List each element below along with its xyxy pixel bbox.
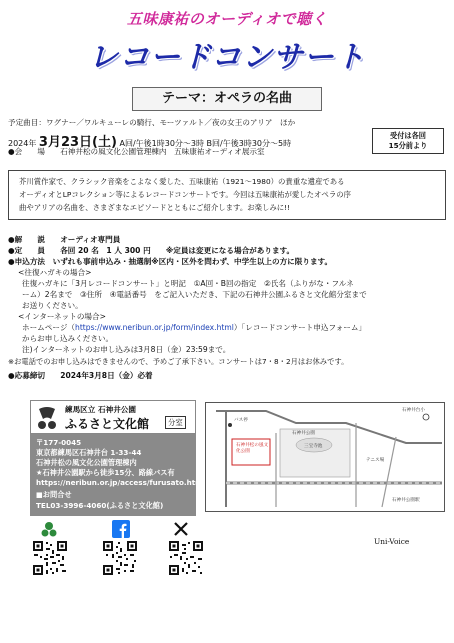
facility-logo [35,405,59,431]
access-note: ★石神井公園駅から徒歩15分、路線バス有 [36,468,175,477]
internet-text-a: ホームページ（ [22,323,76,332]
internet-heading: <インターネットの場合> [18,312,106,321]
map-label-school: 石神井台小 [402,408,425,413]
capacity-line: ●定 員 各回 20 名 1 人 300 円 ※定員は変更になる場合があります。 [8,246,295,255]
map-label-pond: 三宝寺池 [304,444,323,449]
reception-note-line1: 受付は各回 [390,131,426,140]
description-line: 曲やアリアの名曲を、さまざまなエピソードとともにご紹介します。お楽しみに!! [19,203,291,212]
map-label-station: 石神井公園駅 [392,498,420,503]
internet-text: からお申し込みください。 [22,334,114,343]
qr-code[interactable] [102,540,138,576]
event-date: 3月23日(土) [38,135,117,150]
apply-method-line: ●申込方法 いずれも事前申込み・抽選制※区内・区外を問わず、中学生以上の方に限ります。 [8,257,333,266]
facility-panel [30,400,206,516]
theme-box: テーマ：オペラの名曲 [132,87,322,111]
description-line: オーディオとLPコレクション等によるレコードコンサートです。今回は五味康祐が愛したオペラの序 [19,190,351,199]
postcard-text: お送りください。 [22,301,83,310]
year: 2024年 [8,139,37,148]
map-label-facility: 石神井松の風文化公園 [236,443,269,454]
postcard-text: ーム）2名まで ③住所 ④電話番号 をご記入いただき、下記の石神井公園ふるさと文化館分室まで [22,290,367,299]
qr-code[interactable] [32,540,68,576]
postcard-heading: <往復ハガキの場合> [18,268,92,277]
page-title: レコードコンサート [88,40,366,75]
description-box [8,170,446,220]
phone-note: ※お電話でのお申し込みはできませんので、予めご了承下さい。コンサートは7・8・2月はお休みです。 [8,357,349,366]
access-link[interactable]: https://neribun.or.jp/access/furusato.html [36,478,206,487]
facility-name: ふるさと文化館 [65,417,150,431]
access-map [205,402,445,512]
internet-deadline: 注)インターネットのお申し込みは3月8日（金）23:59まで。 [22,345,231,354]
subtitle: 五味康祐のオーディオで聴く [126,10,328,28]
leaf-logo-icon[interactable] [40,520,58,538]
postal-code: 〒177-0045 [36,438,82,447]
application-form-link[interactable]: https://www.neribun.or.jp/form/index.html [75,323,234,332]
internet-text [22,322,366,333]
commentary-line: ●解 説 オーディオ専門員 [8,235,121,244]
facebook-icon[interactable] [112,520,130,538]
facility-header [30,400,196,434]
description-line: 芥川賞作家で、クラシック音楽をこよなく愛した、五味康祐（1921～1980）の貴重な遺産である [19,177,345,186]
address-line: 石神井松の風文化公園管理棟内 [36,458,137,467]
internet-text-b: ）「レコードコンサート申込フォーム」 [233,323,367,332]
event-times: A回/午後1時30分～3時 B回/午後3時30分～5時 [119,139,292,148]
facility-branch-badge: 分室 [165,416,186,429]
telephone: TEL03-3996-4060(ふるさと文化館) [36,501,164,510]
inquiry-label: ■お問合せ [36,490,72,499]
map-label-park: 石神井公園 [292,431,315,436]
reception-note-line2: 15分前より [388,141,428,150]
deadline-line: ●応募締切 2024年3月8日（金）必着 [8,371,153,380]
program-line: 予定曲目：ワグナー／ワルキューレの騎行、モーツァルト／夜の女王のアリア ほか [8,118,296,127]
map-label-bus: バス停 [234,418,248,423]
x-icon[interactable] [172,520,190,538]
facility-ward: 練馬区立 石神井公園 [65,405,136,414]
address-line: 東京都練馬区石神井台 1-33-44 [36,448,142,457]
brand-label: Uni-Voice [374,537,410,546]
venue-line: ●会 場 石神井松の風文化公園管理棟内 五味康祐オーディオ展示室 [8,147,265,156]
qr-code[interactable] [168,540,204,576]
postcard-text: 往復ハガキに「3月レコードコンサート」と明記 ①A回・B回の指定 ②氏名（ふりがな・フルネ [22,279,354,288]
map-label-tennis: テニス場 [366,458,385,463]
reception-note [372,128,444,154]
